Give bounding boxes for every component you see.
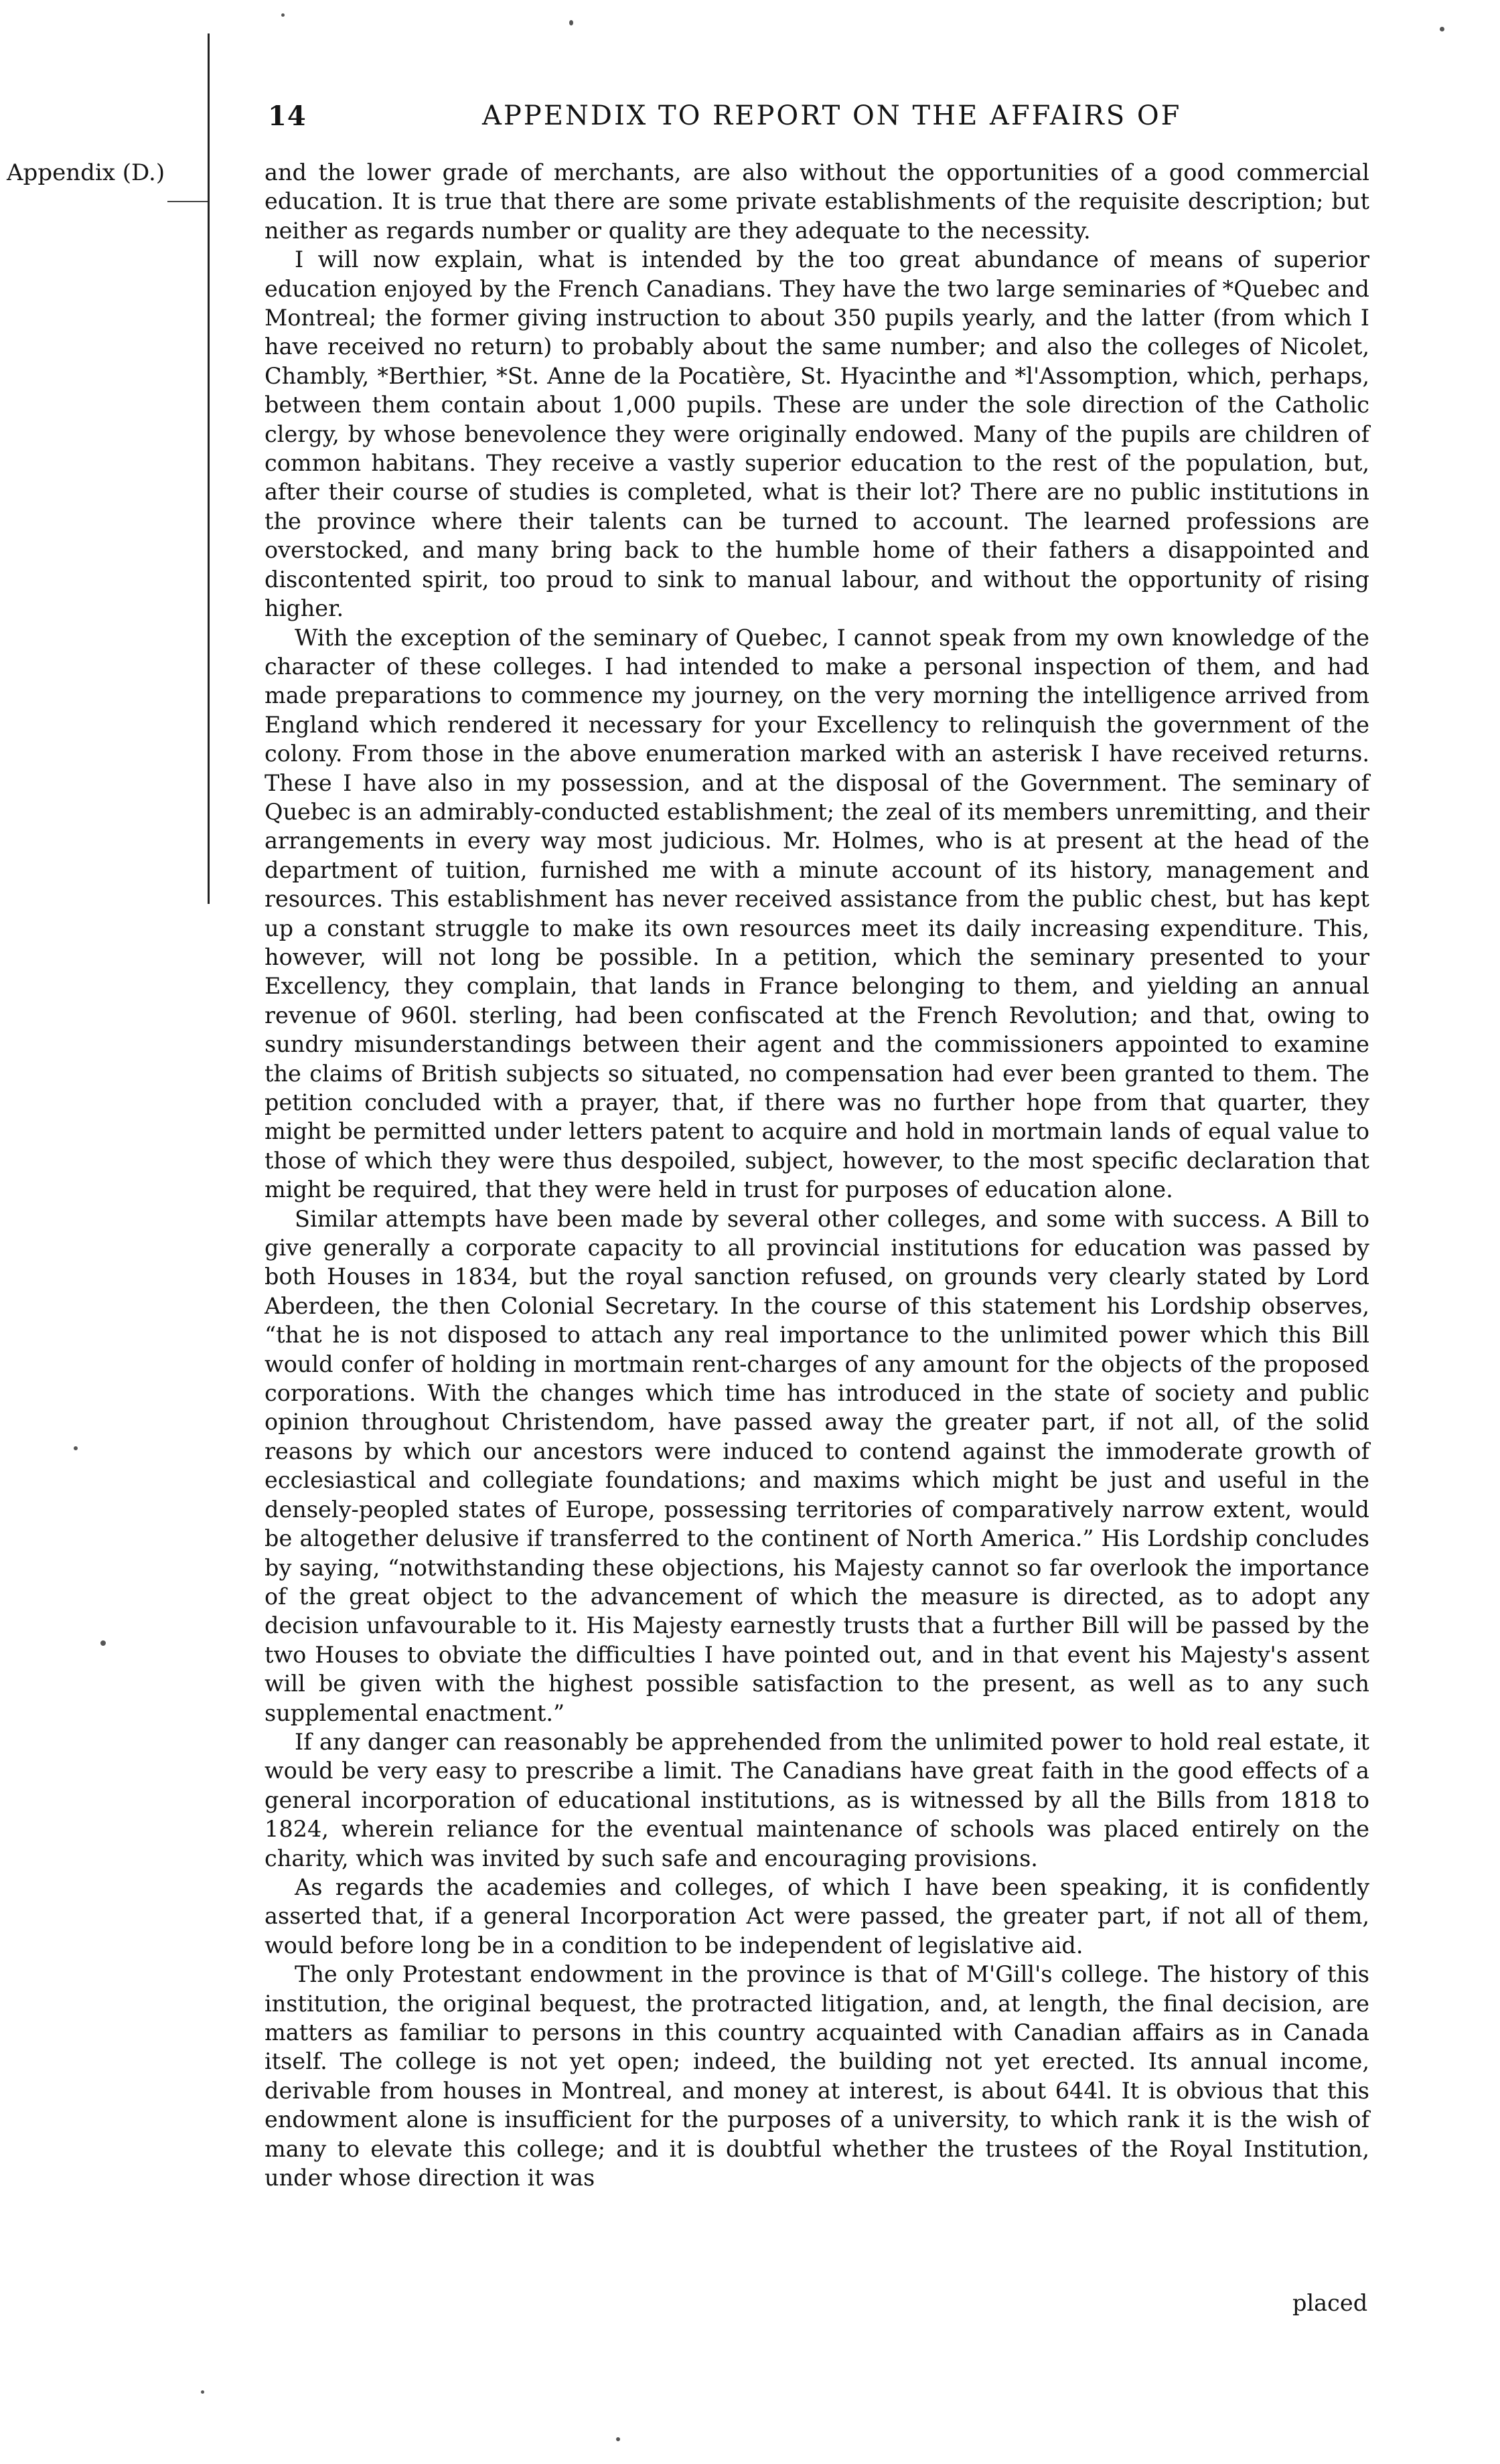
page-number: 14 (268, 100, 307, 132)
paragraph-5: If any danger can reasonably be apprehended from the unlimited power to hold real estate, it would be very easy to prescribe a limit. The Canadians have great faith in the good effects of a general incorporation of educational institutions, as is witnessed by all the Bills from 1818 to 1824, wherein reliance for the eventual maintenance of schools was placed entirely on the charity, which was invited by such safe and encouraging provisions. (265, 1728, 1369, 1871)
paragraph-4: Similar attempts have been made by several other colleges, and some with success. A Bill to give generally a corporate capacity to all provincial institutions for education was passed by both Houses in 1834, but the royal sanction refused, on grounds very clearly stated by Lord Aberdeen, the then Colonial Secretary. In the course of this statement his Lordship observes, “that he is not disposed to attach any real importance to the unlimited power which this Bill would confer of holding in mortmain rent-charges of any amount for the objects of the proposed corporations. With the changes which time has introduced in the state of society and public opinion throughout Christendom, have passed away the greater part, if not all, of the solid reasons by which our ancestors were induced to contend against the immoderate growth of ecclesiastical and collegiate foundations; and maxims which might be just and useful in the densely-peopled states of Europe, possessing territories of comparatively narrow extent, would be altogether delusive if transferred to the continent of North America.” His Lordship concludes by saying, “notwithstanding these objections, his Majesty cannot so far overlook the importance of the great object to the advancement of which the measure is directed, as to adopt any decision unfavourable to it. His Majesty earnestly trusts that a further Bill will be passed by the two Houses to obviate the difficulties I have pointed out, and in that event his Majesty's assent will be given with the highest possible satisfaction to the present, as well as to any such supplemental enactment.” (265, 1205, 1369, 1726)
scan-speck (100, 1640, 106, 1646)
margin-tick (167, 201, 208, 202)
margin-rule (208, 33, 210, 904)
paragraph-3: With the exception of the seminary of Quebec, I cannot speak from my own knowledge of the character of these colleges. I had intended to make a personal inspection of them, and had made preparations to commence my journey, on the very morning the intelligence arrived from England which rendered it necessary for your Excellency to relinquish the government of the colony. From those in the above enumeration marked with an asterisk I have received returns. These I have also in my possession, and at the disposal of the Government. The seminary of Quebec is an admirably-conducted establishment; the zeal of its members unremitting, and their arrangements in every way most judicious. Mr. Holmes, who is at present at the head of the department of tuition, furnished me with a minute account of its history, management and resources. This establishment has never received assistance from the public chest, but has kept up a constant struggle to make its own resources meet its daily increasing expenditure. This, however, will not long be possible. In a petition, which the seminary presented to your Excellency, they complain, that lands in France belonging to them, and yielding an annual revenue of 960l. sterling, had been confiscated at the French Revolution; and that, owing to sundry misunderstandings between their agent and the commissioners appointed to examine the claims of British subjects so situated, no compensation had ever been granted to them. The petition concluded with a prayer, that, if there was no further hope from that quarter, they might be permitted under letters patent to acquire and hold in mortmain lands of equal value to those of which they were thus despoiled, subject, however, to the most specific declaration that might be required, that they were held in trust for purposes of education alone. (265, 624, 1369, 1203)
scan-speck (74, 1446, 78, 1450)
paragraph-6: As regards the academies and colleges, of which I have been speaking, it is confidently asserted that, if a general Incorporation Act were passed, the greater part, if not all of them, would before long be in a condition to be independent of legislative aid. (265, 1873, 1369, 1958)
body-text (265, 158, 1369, 2192)
paragraph-1: and the lower grade of merchants, are also without the opportunities of a good commercial education. It is true that there are some private establishments of the requisite description; but neither as regards number or quality are they adequate to the necessity. (265, 159, 1369, 244)
appendix-margin-label: Appendix (D.) (7, 159, 165, 186)
catchword: placed (1292, 2290, 1368, 2316)
scan-speck (616, 2437, 620, 2441)
scan-speck (1440, 27, 1444, 31)
running-title: APPENDIX TO REPORT ON THE AFFAIRS OF (482, 100, 1182, 131)
paragraph-7: The only Protestant endowment in the province is that of M'Gill's college. The history of this institution, the original bequest, the protracted litigation, and, at length, the final decision, are matters as familiar to persons in this country acquainted with Canadian affairs as in Canada itself. The college is not yet open; indeed, the building not yet erected. Its annual income, derivable from houses in Montreal, and money at interest, is about 644l. It is obvious that this endowment alone is insufficient for the purposes of a university, to which rank it is the wish of many to elevate this college; and it is doubtful whether the trustees of the Royal Institution, under whose direction it was (265, 1961, 1369, 2191)
scan-speck (201, 2390, 204, 2394)
scan-speck (281, 13, 285, 17)
paragraph-2: I will now explain, what is intended by the too great abundance of means of superior education enjoyed by the French Canadians. They have the two large seminaries of *Quebec and Montreal; the former giving instruction to about 350 pupils yearly, and the latter (from which I have received no return) to probably about the same number; and also the colleges of Nicolet, Chambly, *Berthier, *St. Anne de la Pocatière, St. Hyacinthe and *l'Assomption, which, perhaps, between them contain about 1,000 pupils. These are under the sole direction of the Catholic clergy, by whose benevolence they were originally endowed. Many of the pupils are children of common habitans. They receive a vastly superior education to the rest of the population, but, after their course of studies is completed, what is their lot? There are no public institutions in the province where their talents can be turned to account. The learned professions are overstocked, and many bring back to the humble home of their fathers a disappointed and discontented spirit, too proud to sink to manual labour, and without the opportunity of rising higher. (265, 246, 1369, 622)
scan-speck (569, 20, 573, 25)
